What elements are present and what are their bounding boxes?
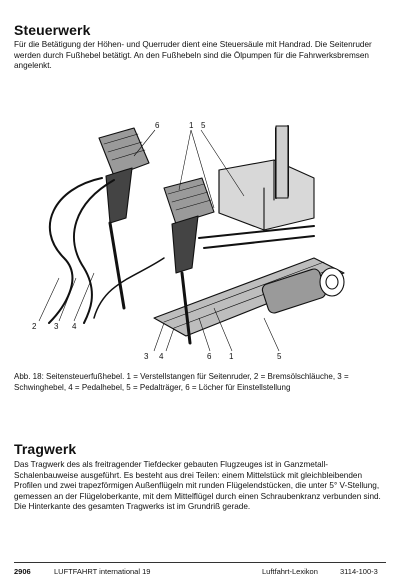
section-heading-tragwerk: Tragwerk: [14, 441, 77, 457]
section-body-tragwerk: Das Tragwerk des als freitragender Tiefdecker gebauten Flugzeuges ist in Ganzmetall-Schalenbauweise ausgeführt. Es besteht aus drei Teilen: einem Mittelstück mit gleichbleibenden Profilen und zwei trapezförmigen Außenflügeln mit runden Flügelendstücken, die unter 5° V-Stellung, gemessen an der Flügeloberkante, mit dem Mittelflügel durch einen Schraubenkranz verbunden sind. Die Hinterkante des gesamten Tragwerks ist im Grundriß gerade.: [14, 460, 381, 511]
footer-rule: [14, 562, 386, 563]
section-heading-steuerwerk: Steuerwerk: [14, 22, 91, 38]
callout-label: 4: [159, 352, 164, 361]
callout-label: 3: [144, 352, 149, 361]
callout-label: 6: [207, 352, 212, 361]
callout-label: 5: [277, 352, 282, 361]
series-title: Luftfahrt-Lexikon: [262, 567, 318, 576]
callout-label: 2: [32, 322, 37, 331]
series-code: 3114-100-3: [340, 567, 378, 576]
callout-label: 4: [72, 322, 77, 331]
section-body-steuerwerk: Für die Betätigung der Höhen- und Querruder dient eine Steuersäule mit Handrad. Die Seitenruder werden durch Fußhebel betätigt. An den Fußhebeln sind die Ölpumpen für die Fahrwerksbremsen angelenkt.: [14, 40, 372, 70]
rudder-pedal-illustration: [14, 108, 386, 366]
magazine-title: LUFTFAHRT international 19: [54, 567, 151, 576]
callout-label: 1: [229, 352, 234, 361]
figure-caption: Abb. 18: Seitensteuerfußhebel. 1 = Verstellstangen für Seitenruder, 2 = Bremsölschläuche, 3 = Schwinghebel, 4 = Pedalhebel, 5 = Pedalträger, 6 = Löcher für Einstellstellung: [14, 372, 349, 392]
callout-label: 6: [155, 121, 160, 130]
page-number: 2906: [14, 567, 31, 576]
callout-label: 5: [201, 121, 206, 130]
callout-label: 3: [54, 322, 59, 331]
callout-label: 1: [189, 121, 194, 130]
